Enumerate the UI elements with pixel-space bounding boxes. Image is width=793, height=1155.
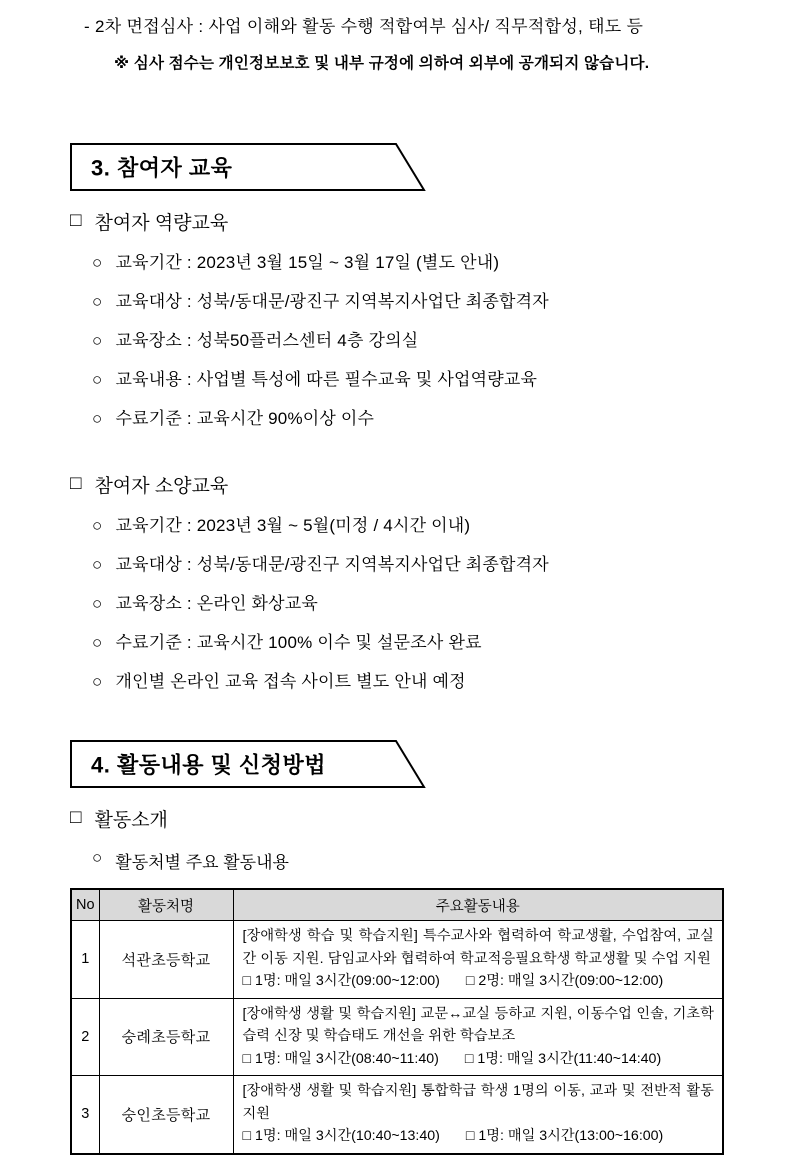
circle-bullet-icon: ○: [92, 292, 103, 311]
score-privacy-note: ※ 심사 점수는 개인정보보호 및 내부 규정에 의하여 외부에 공개되지 않습니다.: [114, 55, 650, 72]
column-header-no: No: [71, 889, 99, 921]
list-item: [92, 669, 723, 694]
subsection-heading-label: 참여자 역량교육: [94, 213, 229, 234]
row-number: 3: [71, 1076, 99, 1154]
activity-slots: [243, 970, 715, 993]
square-bullet-icon: □: [70, 807, 82, 828]
activity-intro-heading: [70, 805, 723, 832]
list-item: [92, 630, 723, 655]
table-row: [71, 998, 723, 1076]
list-item: [92, 591, 723, 616]
list-item: [92, 367, 723, 392]
list-item: [92, 289, 723, 314]
section-3-banner: [70, 143, 432, 191]
circle-bullet-icon: ○: [92, 409, 103, 428]
list-item-text: 개인별 온라인 교육 접속 사이트 별도 안내 예정: [115, 672, 466, 691]
circle-bullet-icon: ○: [92, 594, 103, 613]
circle-bullet-icon: ○: [92, 672, 103, 691]
circle-bullet-icon: ○: [92, 555, 103, 574]
subsection-basic-training-heading: [70, 471, 723, 498]
interview-review-line: - 2차 면접심사 : 사업 이해와 활동 수행 적합여부 심사/ 직무적합성, 태도 등: [84, 17, 644, 36]
activity-place-name: 숭례초등학교: [99, 998, 233, 1076]
activity-description-cell: [233, 921, 723, 999]
slot-entry: □ 1명: 매일 3시간(13:00~16:00): [465, 1128, 664, 1144]
section-3-title: 3. 참여자 교육: [91, 155, 233, 181]
slot-entry: □ 1명: 매일 3시간(09:00~12:00): [242, 973, 440, 989]
row-number: 1: [71, 921, 99, 999]
subsection-heading-label: 활동소개: [94, 810, 168, 831]
list-item-text: 교육대상 : 성북/동대문/광진구 지역복지사업단 최종합격자: [115, 555, 549, 574]
list-item: [92, 406, 723, 431]
list-item-text: 수료기준 : 교육시간 100% 이수 및 설문조사 완료: [115, 633, 482, 652]
activity-place-name: 숭인초등학교: [99, 1076, 233, 1154]
column-header-desc: 주요활동내용: [233, 889, 723, 921]
list-item: [92, 513, 723, 538]
subsection-capability-training-heading: [70, 208, 723, 235]
list-item-text: 교육기간 : 2023년 3월 ~ 5월(미정 / 4시간 이내): [115, 516, 471, 535]
square-bullet-icon: □: [70, 473, 82, 494]
slot-entry: □ 1명: 매일 3시간(11:40~14:40): [464, 1050, 662, 1067]
table-row: [71, 1076, 723, 1154]
circle-bullet-icon: ○: [92, 633, 103, 652]
activity-description: [장애학생 학습 및 학습지원] 특수교사와 협력하여 학교생활, 수업참여, 교실 간 이동 지원. 담임교사와 협력하여 학교적응필요학생 학교생활 및 수업 지원: [242, 928, 714, 967]
list-item-text: 교육장소 : 온라인 화상교육: [115, 594, 319, 613]
activity-description-cell: [233, 1076, 723, 1154]
activity-slots: [243, 1125, 715, 1148]
column-header-place: 활동처명: [99, 889, 233, 921]
list-item: [92, 250, 723, 275]
slot-entry: □ 2명: 매일 3시간(09:00~12:00): [465, 973, 664, 989]
list-item-text: 교육대상 : 성북/동대문/광진구 지역복지사업단 최종합격자: [115, 292, 549, 311]
circle-bullet-icon: ○: [92, 331, 103, 350]
activity-table-label: [92, 848, 723, 873]
activity-place-name: 석관초등학교: [99, 921, 233, 999]
activity-description: [장애학생 생활 및 학습지원] 통합학급 학생 1명의 이동, 교과 및 전반적 활동 지원: [242, 1083, 714, 1122]
activity-description-cell: [233, 998, 723, 1076]
activity-slots: [243, 1048, 715, 1071]
slot-entry: □ 1명: 매일 3시간(10:40~13:40): [242, 1128, 440, 1144]
row-number: 2: [71, 998, 99, 1076]
circle-bullet-icon: ○: [92, 848, 103, 867]
square-bullet-icon: □: [70, 210, 82, 231]
section-4-title: 4. 활동내용 및 신청방법: [91, 752, 326, 778]
list-item-text: 교육내용 : 사업별 특성에 따른 필수교육 및 사업역량교육: [115, 370, 538, 389]
list-item: [92, 552, 723, 577]
list-item-text: 수료기준 : 교육시간 90%이상 이수: [115, 409, 375, 428]
list-label-text: 활동처별 주요 활동내용: [115, 853, 289, 872]
table-header-row: [71, 889, 723, 921]
circle-bullet-icon: ○: [92, 253, 103, 272]
subsection-heading-label: 참여자 소양교육: [94, 476, 229, 497]
slot-entry: □ 1명: 매일 3시간(08:40~11:40): [242, 1050, 439, 1067]
circle-bullet-icon: ○: [92, 516, 103, 535]
circle-bullet-icon: ○: [92, 370, 103, 389]
list-item-text: 교육기간 : 2023년 3월 15일 ~ 3월 17일 (별도 안내): [115, 253, 500, 272]
basic-training-list: [70, 513, 723, 694]
list-item: [92, 328, 723, 353]
section-4-banner: [70, 740, 432, 788]
table-row: [71, 921, 723, 999]
activity-description: [장애학생 생활 및 학습지원] 교문↔교실 등하교 지원, 이동수업 인솔, 기초학습력 신장 및 학습태도 개선을 위한 학습보조: [242, 1005, 714, 1044]
list-item-text: 교육장소 : 성북50플러스센터 4층 강의실: [115, 331, 419, 350]
capability-training-list: [70, 250, 723, 431]
activity-table: [70, 888, 724, 1155]
